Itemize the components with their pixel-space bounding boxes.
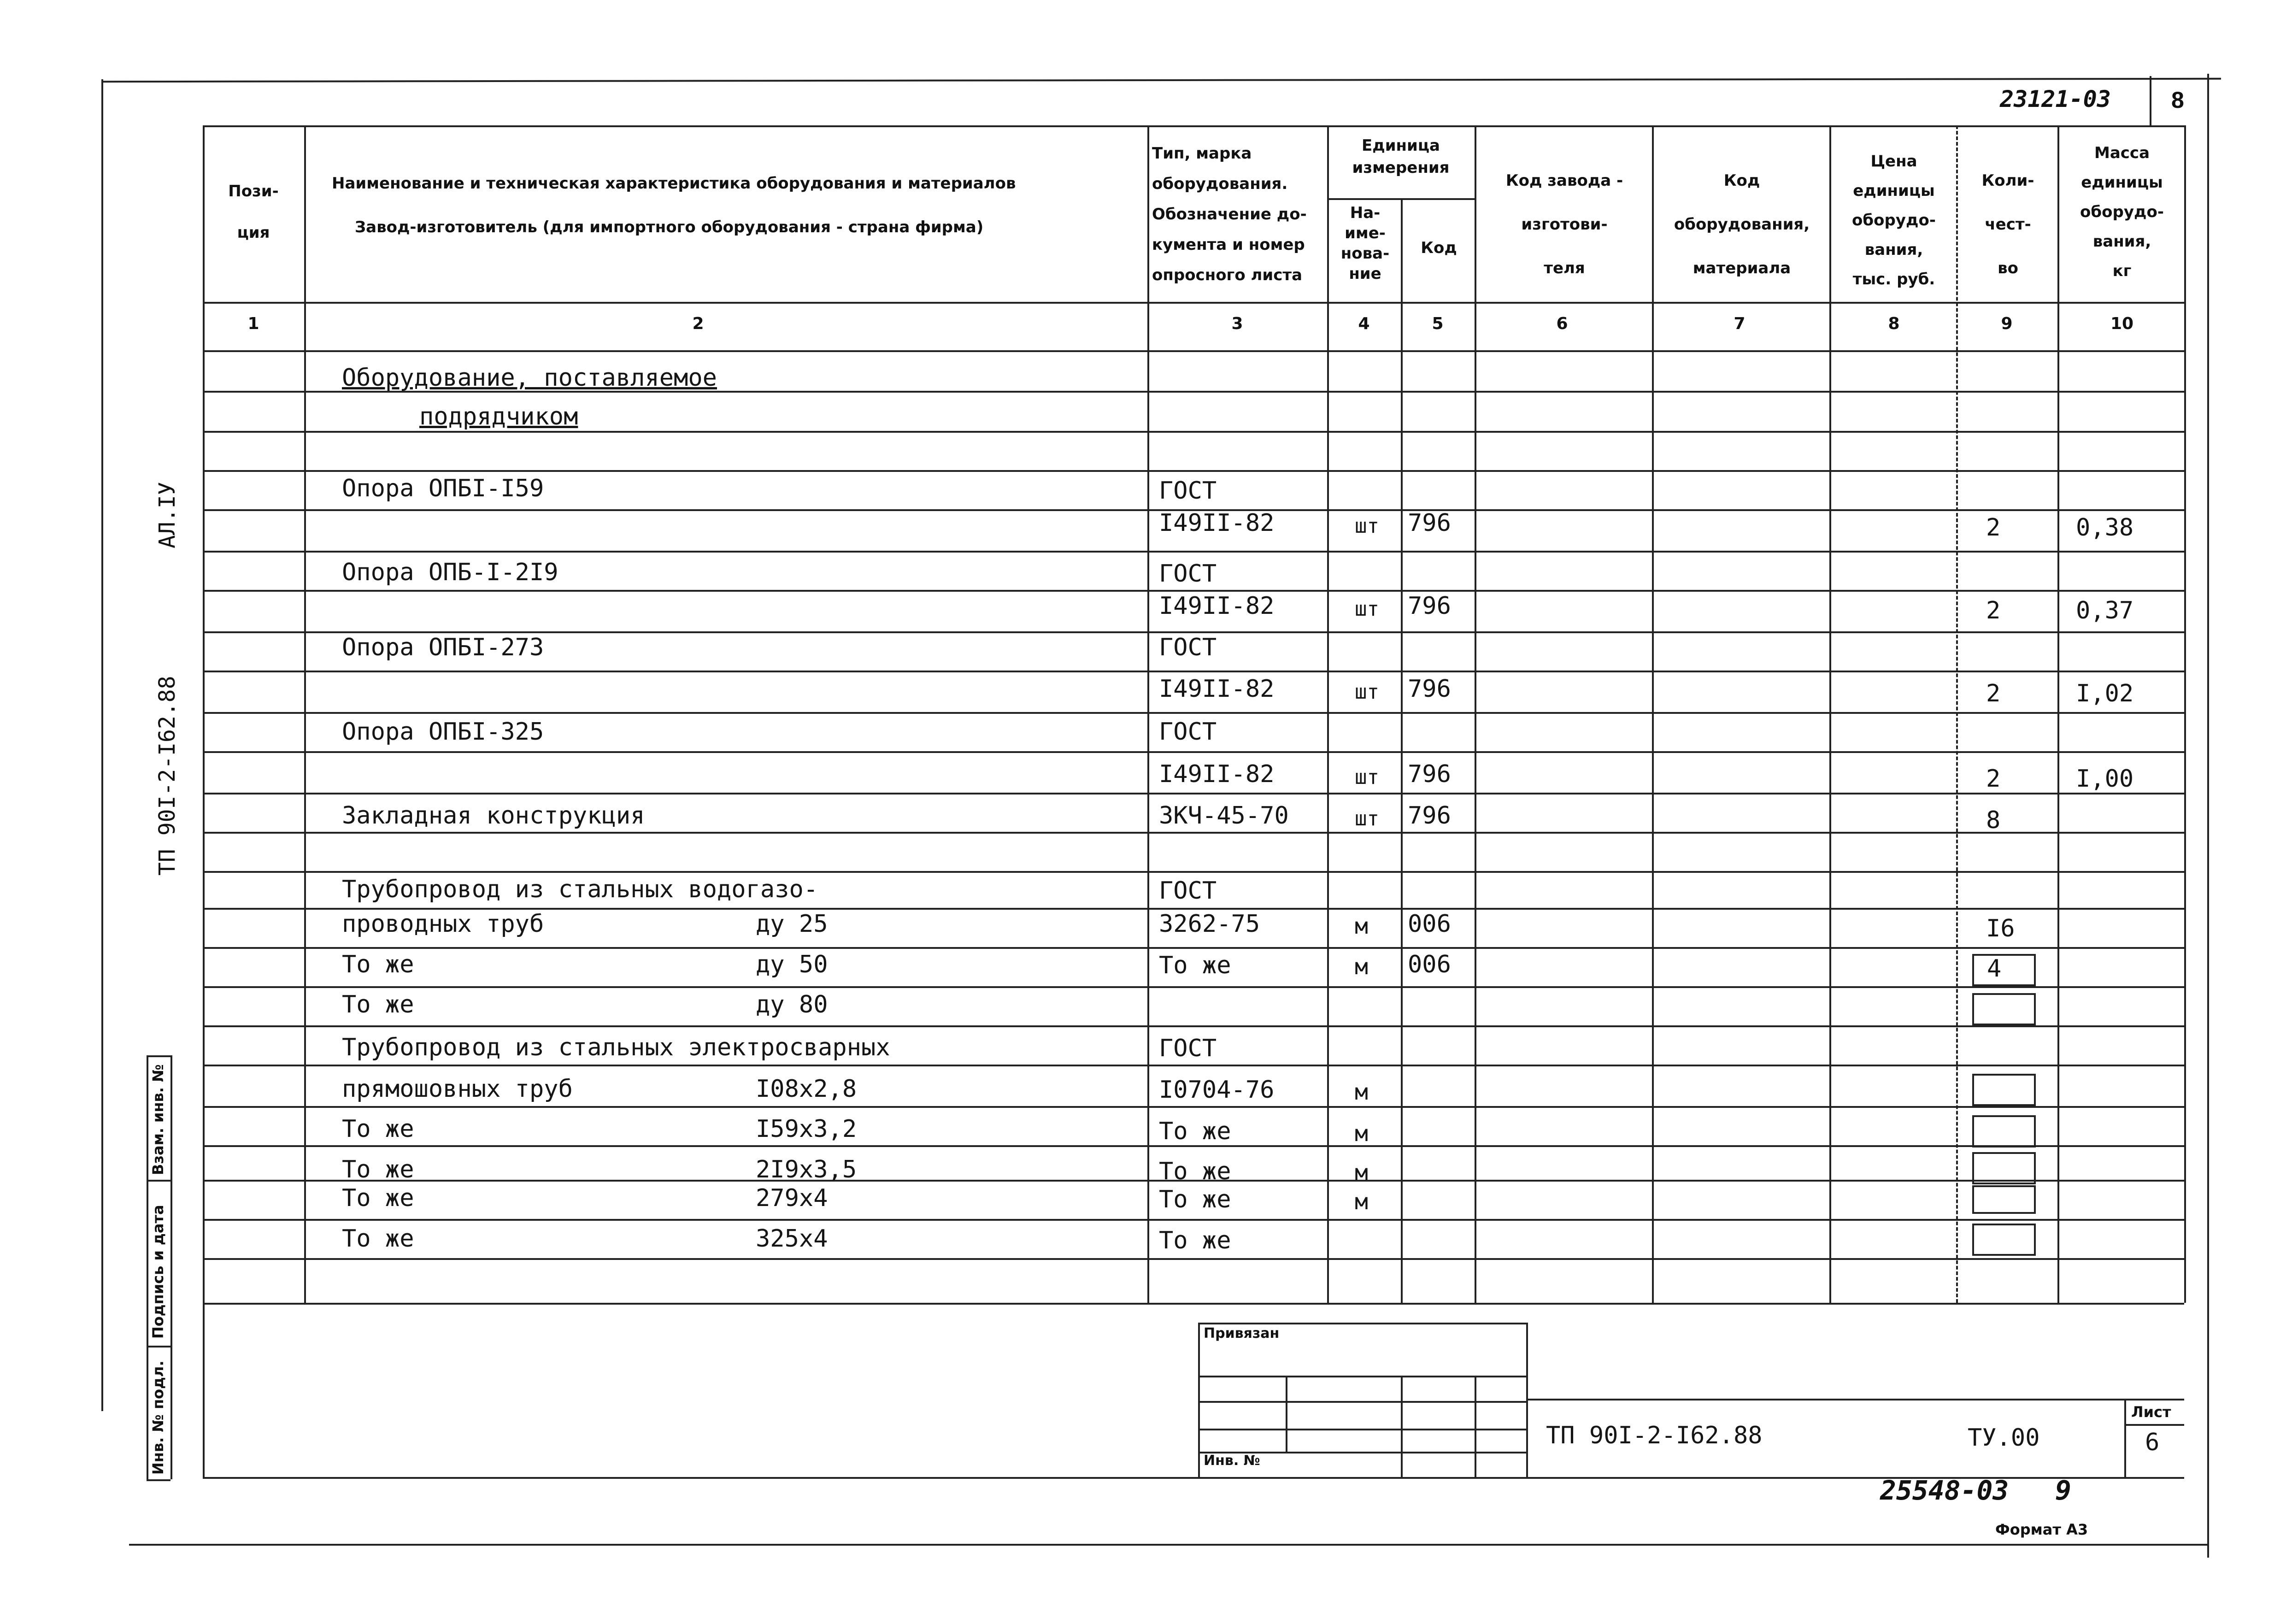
table-row-unit: шт <box>1355 514 1379 538</box>
table-row-type: I49II-82 <box>1159 509 1275 537</box>
table-row-name: Опора ОПБ-I-2I9 <box>342 559 558 586</box>
table-row-unit: м <box>1355 1079 1368 1105</box>
title-section: ТУ.00 <box>1968 1424 2040 1452</box>
table-row-qty: 2 <box>1986 514 2001 541</box>
table-row-unit: м <box>1355 954 1368 980</box>
table-row-type: I49II-82 <box>1159 760 1275 788</box>
header-mass: Масса единицы оборудо- вания, кг <box>2080 144 2164 280</box>
quantity-box <box>1972 1185 2036 1214</box>
table-row-unit: шт <box>1355 807 1379 830</box>
table-row-mass: 0,37 <box>2076 597 2134 624</box>
col-line-5 <box>1475 125 1476 1303</box>
margin-doc-code: ТП 90I-2-I62.88 <box>154 676 180 876</box>
table-row-qty: 8 <box>1986 806 2001 834</box>
inv-no-label: Инв. № <box>1204 1453 1260 1469</box>
table-row-name: Опора ОПБI-I59 <box>342 475 544 502</box>
colnum-10: 10 <box>2110 314 2134 333</box>
title-doc-code: ТП 90I-2-I62.88 <box>1546 1422 1763 1449</box>
table-row-type: ЗКЧ-45-70 <box>1159 802 1289 830</box>
col-line-8 <box>1956 125 1958 1303</box>
header-unit: Единица измерения <box>1352 136 1450 177</box>
table-row-size: ду 50 <box>756 951 828 978</box>
table-row-code: 796 <box>1408 509 1451 537</box>
table-row-name: То же <box>342 1115 414 1143</box>
table-row-unit: шт <box>1355 680 1379 704</box>
margin-field-replace: Взам. инв. № <box>149 1064 167 1175</box>
table-row-mass: 0,38 <box>2076 514 2134 541</box>
format-label: Формат А3 <box>1995 1521 2088 1538</box>
top-sheet-number: 8 <box>2171 87 2184 113</box>
table-row-code: 796 <box>1408 802 1451 830</box>
margin-field-signature: Подпись и дата <box>149 1205 167 1339</box>
colnum-2: 2 <box>692 314 704 333</box>
header-price: Цена единицы оборудо- вания, тыс. руб. <box>1852 152 1936 288</box>
col-line-1 <box>304 125 306 1303</box>
table-row-type: I0704-76 <box>1159 1076 1275 1104</box>
table-row-type: То же <box>1159 1227 1231 1254</box>
table-row-mass: I,00 <box>2076 765 2134 793</box>
table-row-name: Опора ОПБI-273 <box>342 634 544 661</box>
table-row-type: То же <box>1159 952 1231 979</box>
colnum-5: 5 <box>1432 314 1444 333</box>
header-quantity: Коли- чест- во <box>1981 171 2034 277</box>
table-row-size: ду 25 <box>756 910 828 938</box>
quantity-box <box>1972 1224 2036 1256</box>
table-row-name: Опора ОПБI-325 <box>342 718 544 746</box>
table-row-unit: м <box>1355 1121 1368 1147</box>
table-row-type: То же <box>1159 1158 1231 1185</box>
top-sheet-divider <box>2150 76 2151 126</box>
frame-left-line <box>101 79 103 1411</box>
table-row-unit: м <box>1355 1189 1368 1215</box>
colnum-6: 6 <box>1556 314 1568 333</box>
table-row-name: То же <box>342 1156 414 1183</box>
table-row-type: 3262-75 <box>1159 910 1260 938</box>
table-row-type: То же <box>1159 1118 1231 1145</box>
table-top-line <box>203 125 2184 127</box>
header-maker-code: Код завода - изготови- теля <box>1505 171 1623 277</box>
table-row-qty: 2 <box>1986 680 2001 707</box>
colnum-bottom-line <box>203 350 2184 352</box>
header-unit-name: На- име- нова- ние <box>1340 204 1390 283</box>
colnum-4: 4 <box>1358 314 1370 333</box>
table-row-unit: м <box>1355 1160 1368 1186</box>
table-row-size: 325x4 <box>756 1225 828 1253</box>
table-row-size: 2I9x3,5 <box>756 1156 857 1183</box>
table-row-size: I08x2,8 <box>756 1075 857 1103</box>
col-line-2 <box>1147 125 1149 1303</box>
table-row-name: То же <box>342 1184 414 1212</box>
colnum-8: 8 <box>1888 314 1900 333</box>
col-line-7 <box>1829 125 1831 1303</box>
header-equipment-code: Код оборудования, материала <box>1674 171 1810 277</box>
header-unit-code: Код <box>1421 239 1457 257</box>
section-heading-line2: подрядчиком <box>419 403 578 430</box>
quantity-box <box>1972 993 2036 1025</box>
margin-field-inv-no: Инв. № подл. <box>149 1360 167 1475</box>
frame-top-line <box>101 78 2221 82</box>
table-row-type: ГОСТ <box>1159 718 1217 746</box>
table-row-type: То же <box>1159 1186 1231 1213</box>
col-line-4 <box>1401 198 1403 1303</box>
table-row-size: ду 80 <box>756 991 828 1018</box>
frame-bottom-line <box>129 1544 2207 1546</box>
table-row-type: ГОСТ <box>1159 560 1217 588</box>
table-row-name: То же <box>342 1225 414 1253</box>
table-row-name: прямошовных труб <box>342 1075 573 1103</box>
col-line-9 <box>2057 125 2059 1303</box>
table-row-code: 796 <box>1408 592 1451 620</box>
quantity-box <box>1972 954 2036 986</box>
top-code: 23121-03 <box>2000 86 2111 112</box>
table-row-code: 796 <box>1408 760 1451 788</box>
linked-label: Привязан <box>1204 1325 1280 1342</box>
colnum-3: 3 <box>1231 314 1243 333</box>
table-row-name: Трубопровод из стальных водогазо- <box>342 876 818 903</box>
header-name-line1: Наименование и техническая характеристика оборудования и материалов <box>332 174 1016 193</box>
table-row-size: 279x4 <box>756 1184 828 1212</box>
frame-right-line <box>2207 74 2209 1558</box>
table-row-unit: шт <box>1355 597 1379 621</box>
table-row-type: I49II-82 <box>1159 675 1275 703</box>
table-row-unit: м <box>1355 913 1368 939</box>
table-row-name: То же <box>342 991 414 1018</box>
bottom-code: 25548-03 <box>1880 1475 2009 1506</box>
col-line-6 <box>1652 125 1654 1303</box>
table-row-unit: шт <box>1355 765 1379 789</box>
colnum-9: 9 <box>2001 314 2013 333</box>
table-row-mass: I,02 <box>2076 680 2134 707</box>
margin-sheet-ref: АЛ.IУ <box>154 482 180 548</box>
table-row-qty: I6 <box>1986 915 2015 942</box>
header-type: Тип, марка оборудования. Обозначение до- кумента и номер опросного листа <box>1152 144 1307 284</box>
header-bottom-line <box>203 302 2184 304</box>
table-row-code: 006 <box>1408 951 1451 978</box>
col-line-10 <box>2184 125 2186 1303</box>
section-heading-line1: Оборудование, поставляемое <box>342 364 717 392</box>
table-row-type: ГОСТ <box>1159 877 1217 905</box>
bottom-number: 9 <box>2055 1475 2071 1506</box>
table-row-qty: 2 <box>1986 597 2001 624</box>
sheet-number: 6 <box>2145 1429 2160 1456</box>
table-row-type: ГОСТ <box>1159 1035 1217 1062</box>
table-row-code: 006 <box>1408 910 1451 938</box>
colnum-1: 1 <box>247 314 259 333</box>
col-line-0 <box>203 125 205 1303</box>
table-row-code: 796 <box>1408 675 1451 703</box>
quantity-box <box>1972 1152 2036 1184</box>
colnum-7: 7 <box>1734 314 1745 333</box>
quantity-box <box>1972 1074 2036 1106</box>
table-row-type: I49II-82 <box>1159 592 1275 620</box>
table-row-name: проводных труб <box>342 910 544 938</box>
sheet-label: Лист <box>2131 1403 2171 1421</box>
table-row-qty: 2 <box>1986 765 2001 793</box>
table-row-name: Закладная конструкция <box>342 802 645 830</box>
quantity-box <box>1972 1115 2036 1147</box>
table-row-type: ГОСТ <box>1159 634 1217 661</box>
header-name-line2: Завод-изготовитель (для импортного оборудования - страна фирма) <box>355 218 984 236</box>
table-row-size: I59x3,2 <box>756 1115 857 1143</box>
col-line-3 <box>1327 125 1329 1303</box>
table-row-qty: 4 <box>1987 955 2002 983</box>
header-position: Пози- ция <box>228 182 279 242</box>
table-row-name: То же <box>342 951 414 978</box>
table-row-name: Трубопровод из стальных электросварных <box>342 1034 890 1061</box>
table-row-type: ГОСТ <box>1159 477 1217 505</box>
